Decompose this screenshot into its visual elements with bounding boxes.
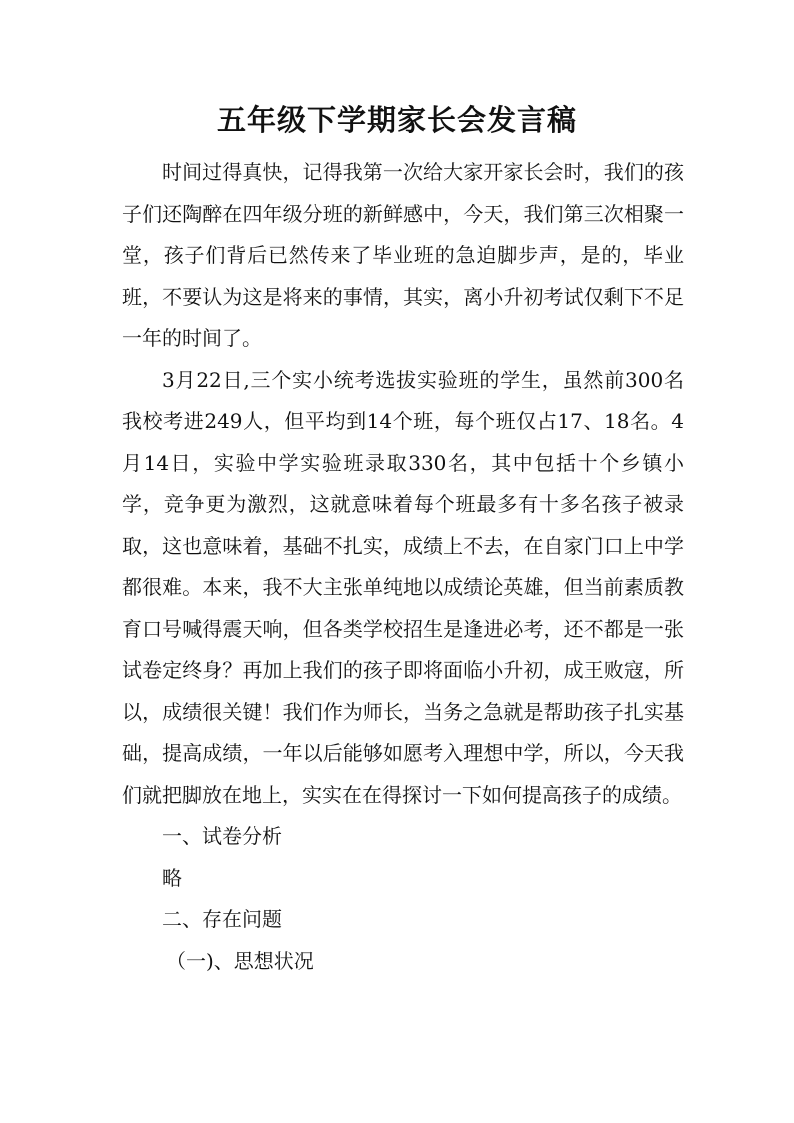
subsection-heading-thinking: （一)、思想状况 bbox=[166, 948, 314, 973]
document-body bbox=[122, 152, 684, 982]
section-heading-problems: 二、存在问题 bbox=[162, 907, 282, 931]
page-title: 五年级下学期家长会发言稿 bbox=[216, 103, 577, 137]
section-heading-exam-analysis: 一、试卷分析 bbox=[162, 824, 282, 848]
paragraph-exam-stats: 3月22日,三个实小统考选拔实验班的学生，虽然前300名我校考进249人，但平均到14个班，每个班仅占17、18名。4月14日，实验中学实验班录取330名，其中包括十个乡镇小学，竞争更为激烈，这就意味着每个班最多有十多名孩子被录取，这也意味着，基础不扎实，成绩上不去，在自家门口上中学都很难。本来，我不大主张单纯地以成绩论英雄，但当前素质教育口号喊得震天响，但各类学校招生是逢进必考，还不都是一张试卷定终身？再加上我们的孩子即将面临小升初，成王败寇，所以，成绩很关键！我们作为师长，当务之急就是帮助孩子扎实基础，提高成绩，一年以后能够如愿考入理想中学，所以，今天我们就把脚放在地上，实实在在得探讨一下如何提高孩子的成绩。 bbox=[122, 367, 684, 807]
section-text-omitted: 略 bbox=[162, 865, 182, 890]
paragraph-intro: 时间过得真快，记得我第一次给大家开家长会时，我们的孩子们还陶醉在四年级分班的新鲜感中，今天，我们第三次相聚一堂，孩子们背后已然传来了毕业班的急迫脚步声，是的，毕业班，不要认为这是将来的事情，其实，离小升初考试仅剩下不足一年的时间了。 bbox=[122, 160, 684, 350]
